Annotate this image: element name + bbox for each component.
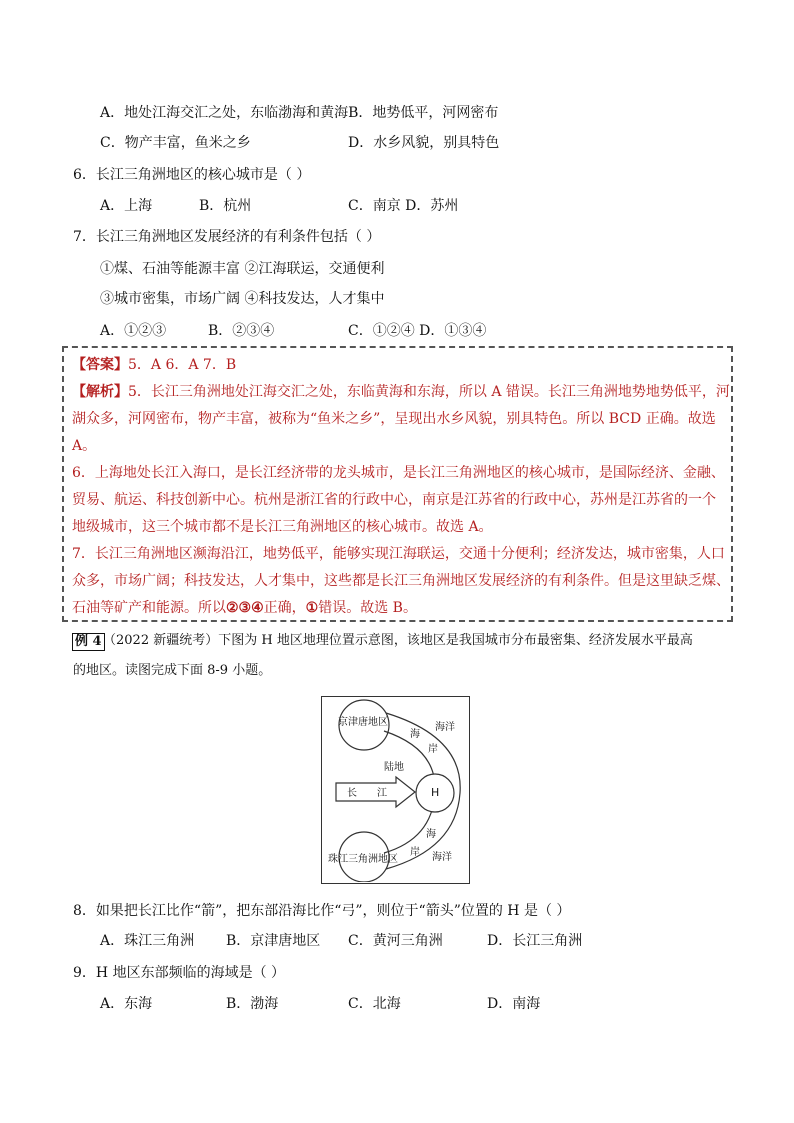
example-intro-2: 的地区。读图完成下面 8-9 小题。	[73, 663, 272, 678]
map-label-coast-bot-2: 岸	[410, 847, 420, 858]
map-label-coast-bot-1: 海	[426, 829, 436, 840]
q5-option-a: A．地处江海交汇之处，东临渤海和黄海B．地势低平，河网密布	[100, 105, 499, 121]
q8-stem: 8．如果把长江比作“箭”，把东部沿海比作“弓”，则位于“箭头”位置的 H 是（ ）	[73, 903, 571, 919]
q7-stem: 7．长江三角洲地区发展经济的有利条件包括（ ）	[73, 229, 381, 245]
map-label-jjt: 京津唐地区	[338, 717, 388, 728]
q8-option-d: D．长江三角洲	[487, 933, 583, 949]
q5-option-c: C．物产丰富，鱼米之乡	[100, 135, 251, 151]
analysis-7-correct: ②③④	[226, 600, 264, 616]
map-label-zsj: 珠江三角洲地区	[328, 854, 398, 865]
analysis-7-line-2: 众多，市场广阔；科技发达，人才集中，这些都是长江三角洲地区发展经济的有利条件。但是这里缺乏煤、	[72, 573, 730, 589]
q6-option-cd: C．南京 D．苏州	[348, 198, 459, 214]
map-label-river-1: 长	[347, 788, 357, 799]
analysis-5-text-1: 5．长江三角洲地处江海交汇之处，东临黄海和东海，所以 A 错误。长江三角洲地势地势低平，河	[128, 384, 730, 400]
q7-conditions-1: ①煤、石油等能源丰富 ②江海联运，交通便利	[100, 261, 385, 277]
map-label-h: H	[431, 786, 440, 799]
analysis-7-text-e: 错误。故选 B。	[318, 600, 417, 616]
q6-option-a: A．上海	[100, 198, 153, 214]
q7-conditions-2: ③城市密集，市场广阔 ④科技发达，人才集中	[100, 291, 385, 307]
analysis-7-line-1: 7．长江三角洲地区濒海沿江，地势低平，能够实现江海联运，交通十分便利；经济发达，城市密集，人口	[72, 546, 725, 562]
map-label-coast-top-1: 海	[410, 729, 420, 740]
answer-box	[62, 346, 733, 622]
q9-option-d: D．南海	[487, 996, 541, 1012]
example-label: 例 4	[72, 633, 105, 651]
q9-option-c: C．北海	[348, 996, 401, 1012]
analysis-tag: 【解析】	[72, 384, 128, 400]
analysis-5-line-2: 湖众多，河网密布，物产丰富，被称为“鱼米之乡”，呈现出水乡风貌，别具特色。所以 BCD 正确。故选	[72, 411, 716, 427]
analysis-5-line-1	[72, 383, 730, 401]
analysis-7-wrong: ①	[305, 600, 319, 616]
q8-option-a: A．珠江三角洲	[100, 933, 195, 949]
q5-option-d: D．水乡风貌，别具特色	[348, 135, 500, 151]
q7-option-a: A．①②③	[100, 323, 167, 339]
map-label-land: 陆地	[384, 762, 404, 773]
q9-option-b: B．渤海	[226, 996, 279, 1012]
analysis-7-line-3	[72, 599, 417, 617]
analysis-6-line-3: 地级城市，这三个城市都不是长江三角洲地区的核心城市。故选 A。	[72, 519, 493, 535]
h-region-map	[321, 696, 470, 884]
q9-stem: 9．H 地区东部频临的海域是（ ）	[73, 965, 286, 981]
q6-option-b: B．杭州	[199, 198, 252, 214]
answer-values: 5．A 6．A 7．B	[128, 357, 237, 373]
analysis-7-text-a: 石油等矿产和能源。所以	[72, 600, 226, 616]
analysis-7-text-c: 正确，	[263, 600, 306, 616]
q7-option-b: B．②③④	[208, 323, 275, 339]
example-intro-1: （2022 新疆统考）下图为 H 地区地理位置示意图，该地区是我国城市分布最密集、经济发展水平最高	[103, 633, 693, 648]
q7-option-cd: C．①②④ D．①③④	[348, 323, 487, 339]
q6-stem: 6．长江三角洲地区的核心城市是（ ）	[73, 167, 311, 183]
map-label-ocean-bottom: 海洋	[432, 852, 452, 863]
q8-option-c: C．黄河三角洲	[348, 933, 443, 949]
analysis-5-line-3: A。	[72, 438, 97, 454]
analysis-6-line-2: 贸易、航运、科技创新中心。杭州是浙江省的行政中心，南京是江苏省的行政中心，苏州是江苏省的一个	[72, 492, 716, 508]
q8-option-b: B．京津唐地区	[226, 933, 321, 949]
q9-option-a: A．东海	[100, 996, 153, 1012]
analysis-6-line-1: 6．上海地处长江入海口，是长江经济带的龙头城市，是长江三角洲地区的核心城市，是国际经济、金融、	[72, 465, 725, 481]
map-label-river-2: 江	[377, 788, 387, 799]
map-label-coast-top-2: 岸	[428, 744, 438, 755]
answer-line	[72, 356, 236, 374]
answer-tag: 【答案】	[72, 357, 128, 373]
map-label-ocean-top: 海洋	[435, 722, 455, 733]
